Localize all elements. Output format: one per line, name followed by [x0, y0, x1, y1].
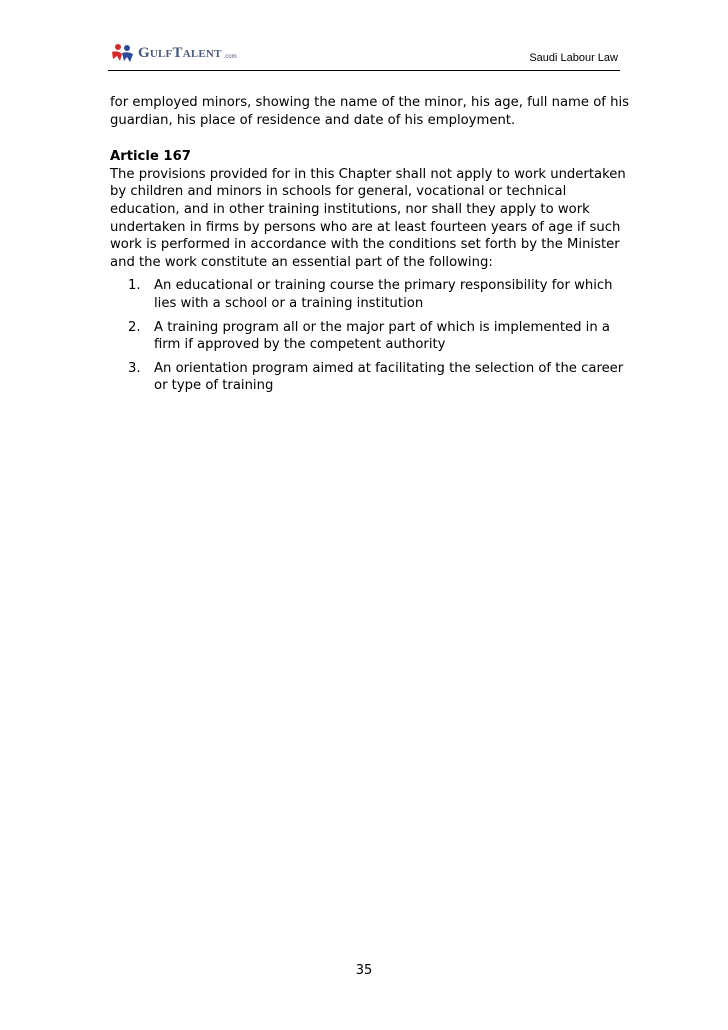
list-item [110, 360, 630, 395]
logo-suffix: .com [223, 54, 237, 60]
list-item-text: An orientation program aimed at facilitating the selection of the career or type of training [154, 360, 624, 394]
gulftalent-logo [110, 42, 237, 64]
page-body [110, 94, 630, 401]
article-heading: Article 167 [110, 149, 191, 165]
list-item [110, 319, 630, 354]
list-item-number: 2. [128, 319, 141, 335]
logo-wordmark: GULFTALENT [138, 45, 222, 61]
document-title: Saudi Labour Law [529, 52, 618, 64]
intro-paragraph: for employed minors, showing the name of the minor, his age, full name of his guardian, his place of residence and date of his employment. [110, 95, 629, 128]
list-item-text: An educational or training course the primary responsibility for which lies with a school or a training institution [154, 278, 613, 311]
article-item-list [110, 277, 630, 395]
page-header [108, 40, 620, 71]
page-number: 35 [355, 963, 373, 978]
list-item-text: A training program all or the major part of which is implemented in a firm if approved by the competent authority [154, 319, 610, 353]
people-logo-icon [110, 43, 136, 63]
list-item [110, 277, 630, 312]
list-item-number: 3. [128, 360, 141, 376]
list-item-number: 1. [128, 278, 141, 294]
article-paragraph: The provisions provided for in this Chapter shall not apply to work undertaken by children and minors in schools for general, vocational or technical education, and in other training institutions, nor shall they apply to work undertaken in firms by persons who are at least fourteen years of age if such work is performed in accordance with the conditions set forth by the Minister and the work constitute an essential part of the following: [110, 166, 626, 270]
